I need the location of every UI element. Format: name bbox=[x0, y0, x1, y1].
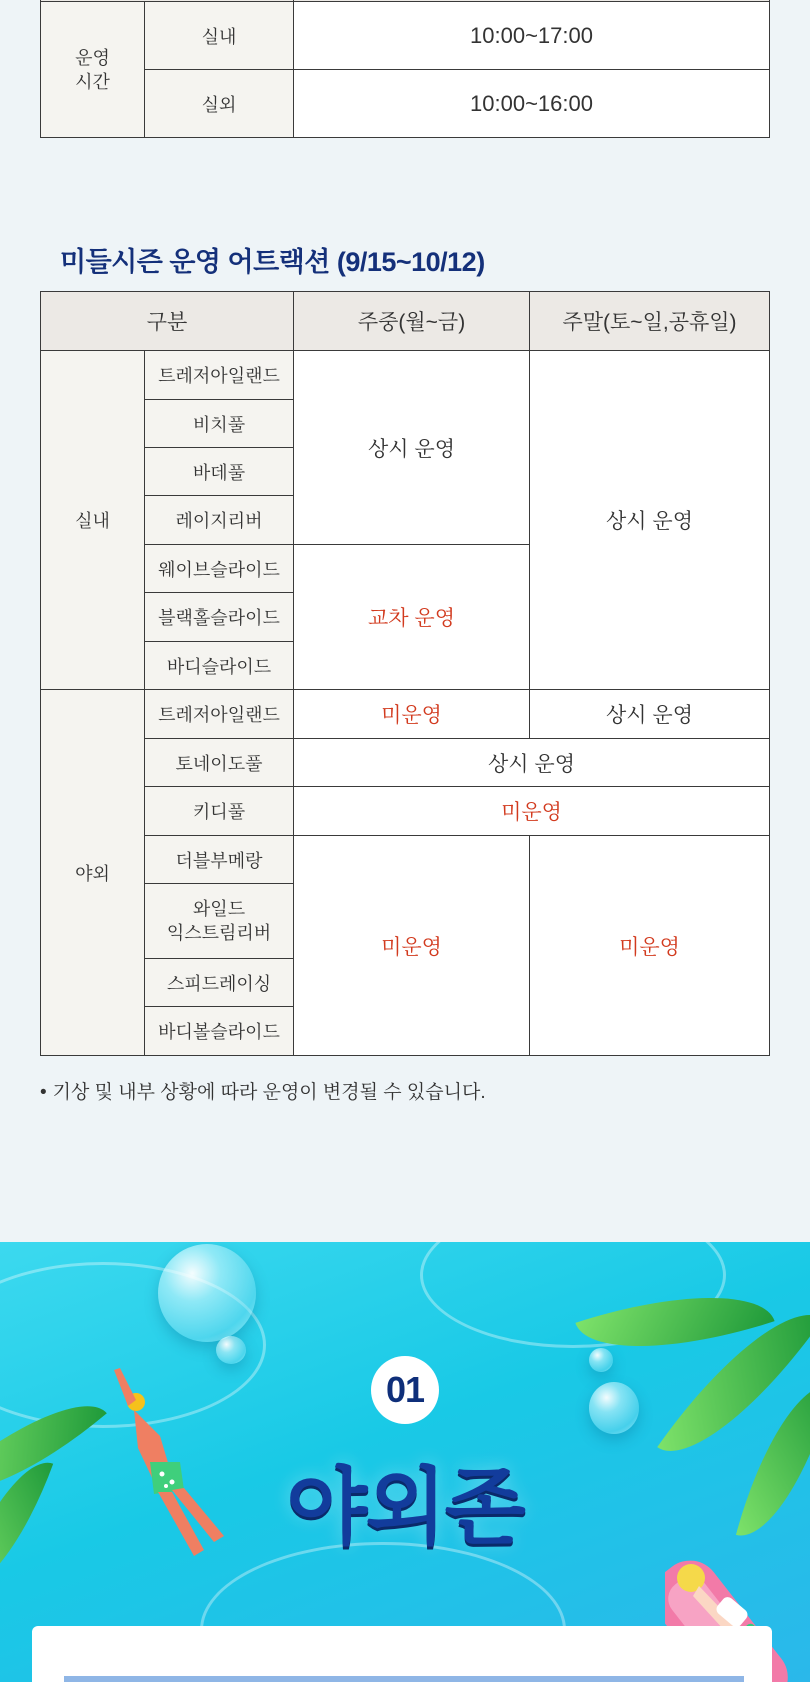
attraction-name: 바디볼슬라이드 bbox=[145, 1007, 294, 1056]
content-card bbox=[32, 1626, 772, 1682]
water-drop-icon bbox=[216, 1336, 246, 1364]
attraction-name: 더블부메랑 bbox=[145, 836, 294, 884]
hours-row-label: 실내 bbox=[145, 2, 294, 70]
section-title: 미들시즌 운영 어트랙션 (9/15~10/12) bbox=[60, 247, 485, 277]
hours-row-label: 실외 bbox=[145, 70, 294, 138]
water-drop-icon bbox=[158, 1244, 256, 1342]
attraction-name: 바디슬라이드 bbox=[145, 642, 294, 690]
header-weekday: 주중(월~금) bbox=[294, 292, 530, 351]
attraction-name: 비치풀 bbox=[145, 400, 294, 448]
outdoor-row3-status: 미운영 bbox=[294, 787, 770, 836]
zone-number-badge: 01 bbox=[371, 1356, 439, 1424]
hours-category-label: 운영 시간 bbox=[41, 2, 145, 138]
indoor-weekday-status: 상시 운영 bbox=[294, 351, 530, 545]
outdoor-row2-status: 상시 운영 bbox=[294, 739, 770, 787]
attraction-name: 트레저아일랜드 bbox=[145, 690, 294, 739]
hours-row-time: 10:00~17:00 bbox=[294, 2, 770, 70]
attraction-name: 와일드 익스트림리버 bbox=[145, 884, 294, 959]
attraction-name: 웨이브슬라이드 bbox=[145, 545, 294, 593]
outdoor-row1-weekend: 상시 운영 bbox=[530, 690, 770, 739]
indoor-alternate-status: 교차 운영 bbox=[294, 545, 530, 690]
attraction-name: 키디풀 bbox=[145, 787, 294, 836]
operation-note bbox=[40, 1077, 486, 1104]
indoor-label: 실내 bbox=[41, 351, 145, 690]
attraction-name: 트레저아일랜드 bbox=[145, 351, 294, 400]
bullet-icon: • bbox=[40, 1082, 47, 1103]
header-category: 구분 bbox=[41, 292, 294, 351]
outdoor-zone-banner bbox=[0, 1242, 810, 1682]
water-drop-icon bbox=[589, 1348, 613, 1372]
attraction-name: 스피드레이싱 bbox=[145, 959, 294, 1007]
hours-row-time: 10:00~16:00 bbox=[294, 70, 770, 138]
attraction-name: 토네이도풀 bbox=[145, 739, 294, 787]
indoor-weekend-status: 상시 운영 bbox=[530, 351, 770, 690]
outdoor-group-weekend: 미운영 bbox=[530, 836, 770, 1056]
outdoor-label: 야외 bbox=[41, 690, 145, 1056]
attraction-name: 레이지리버 bbox=[145, 496, 294, 545]
zone-title: 야외존 bbox=[286, 1460, 524, 1554]
card-divider bbox=[64, 1676, 744, 1682]
attractions-table bbox=[40, 291, 770, 1056]
note-text: 기상 및 내부 상황에 따라 운영이 변경될 수 있습니다. bbox=[52, 1082, 486, 1103]
operating-hours-table bbox=[40, 0, 770, 138]
outdoor-group-weekday: 미운영 bbox=[294, 836, 530, 1056]
water-drop-icon bbox=[589, 1382, 639, 1434]
header-weekend: 주말(토~일,공휴일) bbox=[530, 292, 770, 351]
attraction-name: 블랙홀슬라이드 bbox=[145, 593, 294, 642]
attraction-name: 바데풀 bbox=[145, 448, 294, 496]
outdoor-row1-weekday: 미운영 bbox=[294, 690, 530, 739]
